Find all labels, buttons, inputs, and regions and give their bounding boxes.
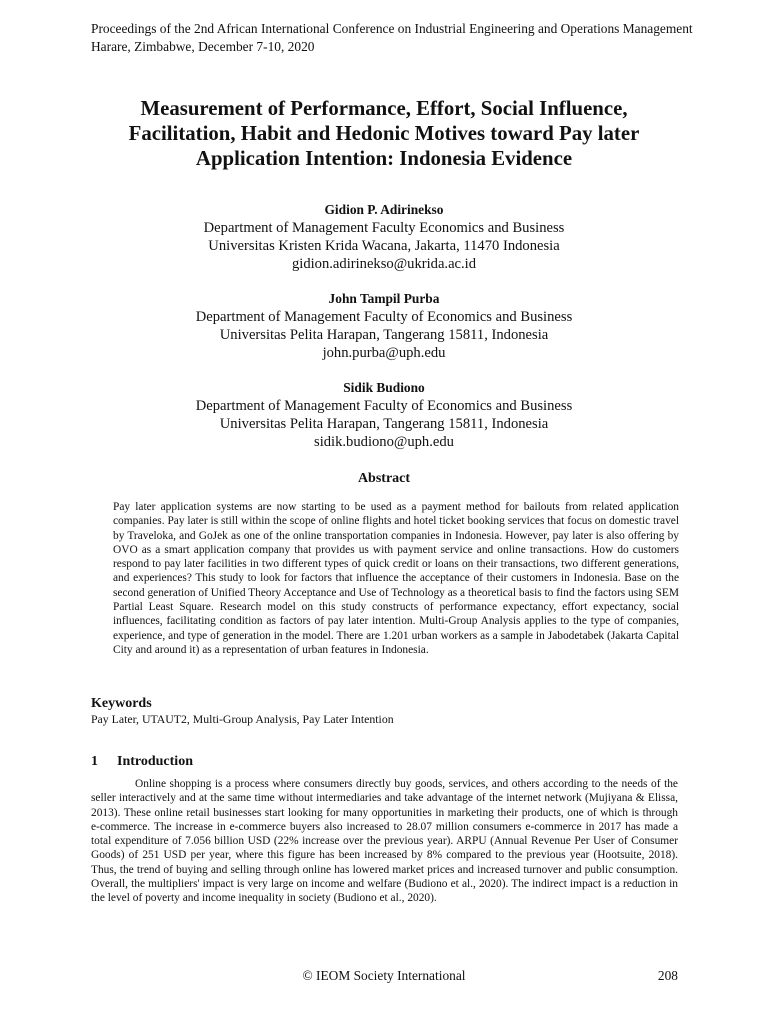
author-institution: Universitas Kristen Krida Wacana, Jakarta, 11470 Indonesia [208, 238, 560, 254]
author-block-1 [0, 201, 768, 273]
section-title: Introduction [117, 754, 193, 769]
section-heading-introduction [91, 753, 193, 770]
running-header [91, 20, 731, 56]
author-institution: Universitas Pelita Harapan, Tangerang 15811, Indonesia [219, 416, 549, 432]
header-location-line: Harare, Zimbabwe, December 7-10, 2020 [91, 39, 315, 54]
author-department: Department of Management Faculty of Economics and Business [195, 309, 573, 325]
title-line-1: Measurement of Performance, Effort, Social Influence, [140, 97, 628, 120]
section-number: 1 [91, 754, 98, 769]
author-block-3 [0, 379, 768, 451]
footer-copyright: © IEOM Society International [302, 968, 466, 983]
author-email: gidion.adirinekso@ukrida.ac.id [291, 256, 477, 272]
author-name: Gidion P. Adirinekso [324, 202, 444, 217]
abstract-heading: Abstract [357, 471, 411, 486]
author-department: Department of Management Faculty Economics and Business [203, 220, 565, 236]
author-email: sidik.budiono@uph.edu [314, 434, 454, 450]
keywords-text: Pay Later, UTAUT2, Multi-Group Analysis, Pay Later Intention [91, 712, 394, 726]
abstract-text: Pay later application systems are now starting to be used as a payment method for bailouts from related application companies. Pay later is still within the scope of online flights and hotel ticket booking services that focus on domestic travel by Traveloka, and GoJek as one of the online transportation companies in Indonesia. However, pay later is also offering by OVO as a smart application company that provides us with payment service and online transactions. How do customers respond to pay later facilities in two different types of quick credit or loans on their transactions, two different generations, and experiences? This study to look for factors that influence the acceptance of their customers in Indonesia. Base on the second generation of Unified Theory Acceptance and Use of Technology as a theoretical basis to find the factors using SEM Partial Least Square. Research model on this study constructs of performance expectancy, effort expectancy, social influences, facilitating condition as factors of pay later intention. Multi-Group Analysis applies to the type of companies, experience, and type of generation in the model. There are 1.201 urban workers as a sample in Jabodetabek (Jakarta Capital City and around it) as a representation of urban features in Indonesia. [113, 501, 679, 656]
title-line-2: Facilitation, Habit and Hedonic Motives toward Pay later [128, 122, 640, 145]
keywords-heading: Keywords [91, 696, 152, 711]
paper-title [60, 96, 708, 171]
title-line-3: Application Intention: Indonesia Evidence [195, 147, 573, 170]
author-institution: Universitas Pelita Harapan, Tangerang 15811, Indonesia [219, 327, 549, 343]
header-conference-line: Proceedings of the 2nd African International Conference on Industrial Engineering and Operations Management [91, 21, 693, 36]
page-number: 208 [657, 968, 678, 983]
author-email: john.purba@uph.edu [322, 345, 446, 361]
introduction-paragraph: Online shopping is a process where consumers directly buy goods, services, and others according to the needs of the seller interactively and at the same time without intermediaries and take advantage of the internet network (Mujiyana & Elissa, 2013). These online retail businesses start looking for many opportunities in marketing their products, one of which is through e-commerce. The increase in e-commerce buyers also increased to 28.07 million consumers e-commerce in 2017 has made a total expenditure of 7.056 billion USD (22% increase over the previous year). ARPU (Annual Revenue Per User of Consumer Goods) of 251 USD per year, where this figure has been increased by 8% compared to the previous year (Hootsuite, 2018). Thus, the trend of buying and selling through online has lowered market prices and increased turnover and public consumption. Overall, the multipliers' impact is very large on income and welfare (Budiono et al., 2020). The indirect impact is a reduction in the level of poverty and income inequality in society (Budiono et al., 2020). [91, 778, 678, 905]
author-name: John Tampil Purba [328, 291, 440, 306]
author-department: Department of Management Faculty of Economics and Business [195, 398, 573, 414]
author-block-2 [0, 290, 768, 362]
author-name: Sidik Budiono [343, 380, 425, 395]
